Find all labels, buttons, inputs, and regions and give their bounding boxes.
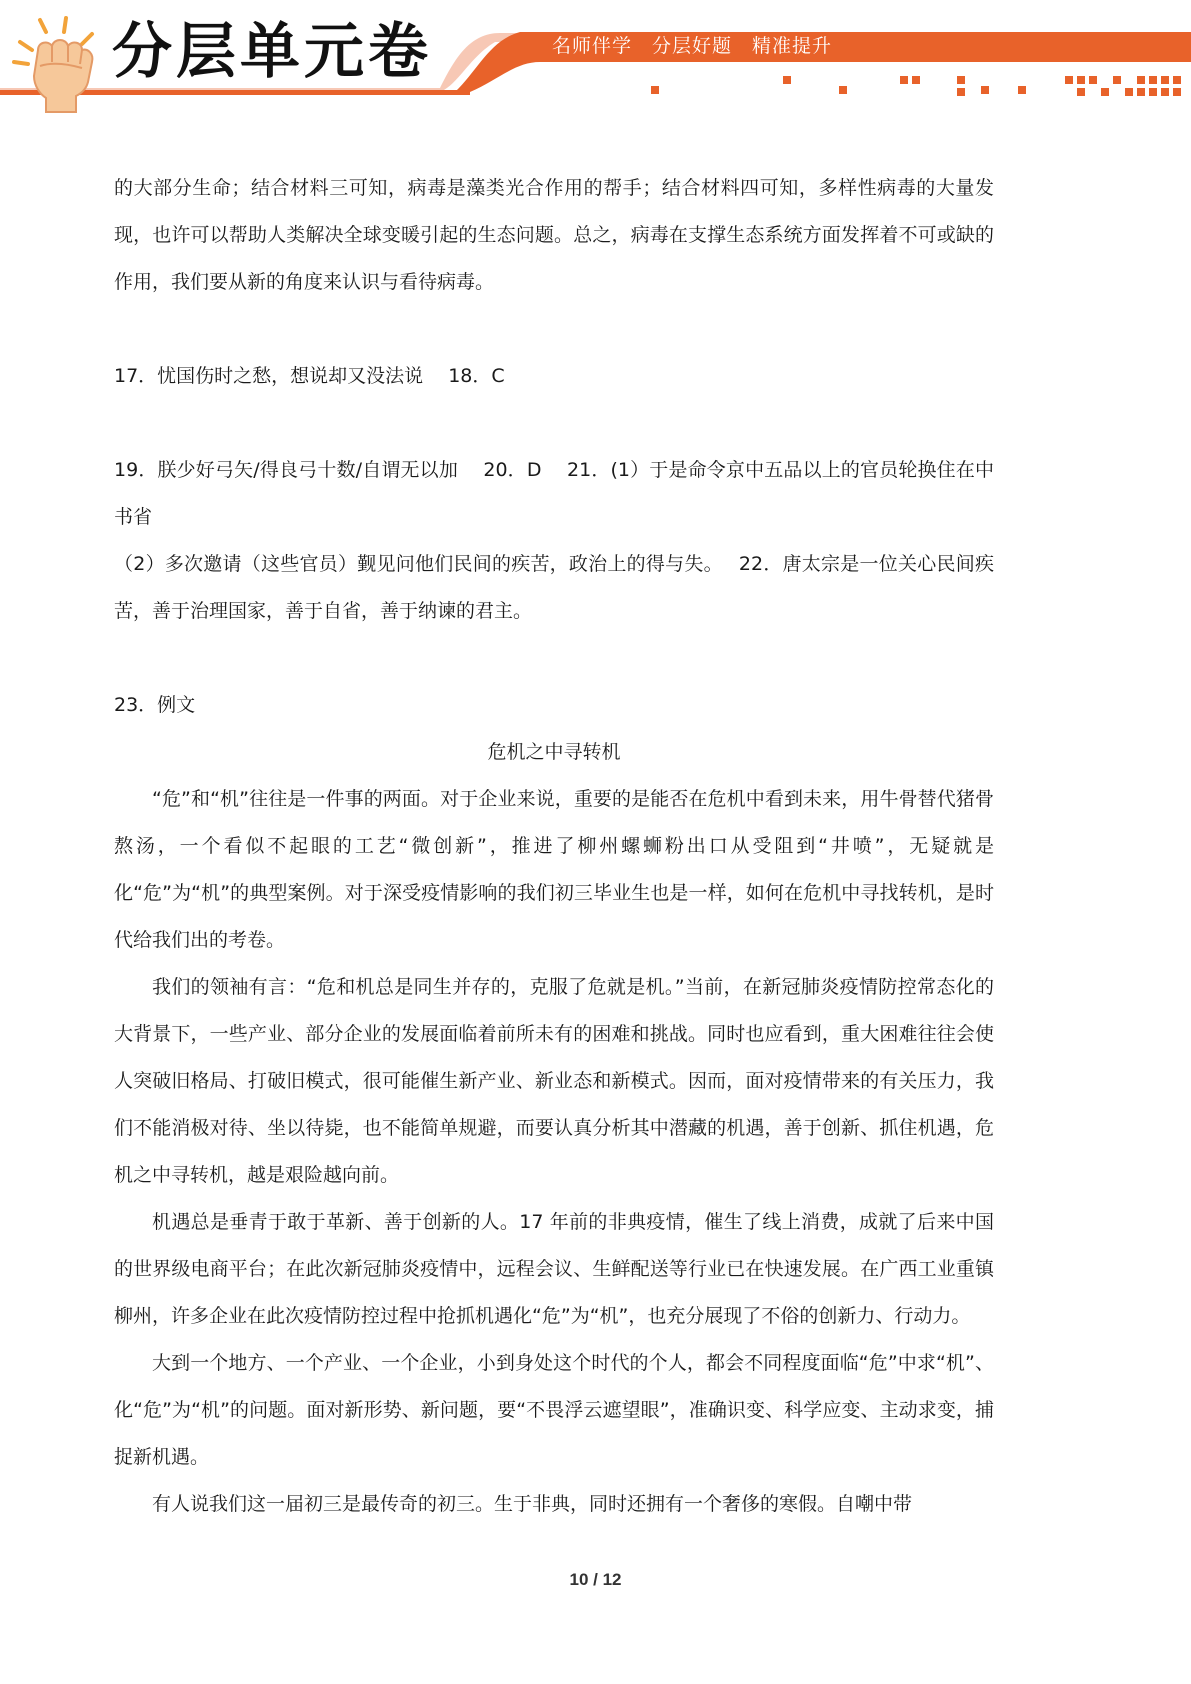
essay-paragraph: 我们的领袖有言：“危和机总是同生并存的，克服了危就是机。”当前，在新冠肺炎疫情防控常态化的大背景下，一些产业、部分企业的发展面临着前所未有的困难和挑战。同时也应看到，重大困难往往会使人突破旧格局、打破旧模式，很可能催生新产业、新业态和新模式。因而，面对疫情带来的有关压力，我们不能消极对待、坐以待毙，也不能简单规避，而要认真分析其中潜藏的机遇，善于创新、抓住机遇，危机之中寻转机，越是艰险越向前。 bbox=[114, 976, 994, 1186]
fist-icon bbox=[8, 10, 108, 114]
answer-line: 17．忧国伤时之愁，想说却又没法说 18．C bbox=[114, 365, 505, 387]
answer-line: 23．例文 bbox=[114, 694, 196, 716]
header-slogan: 名师伴学 分层好题 精准提升 bbox=[552, 35, 833, 57]
answer-line: 19．朕少好弓矢/得良弓十数/自谓无以加 20．D 21．(1）于是命令京中五品以上的官员轮换住在中书省 bbox=[114, 459, 994, 528]
essay-title: 危机之中寻转机 bbox=[487, 741, 621, 763]
answer-line: （2）多次邀请（这些官员）觐见问他们民间的疾苦，政治上的得与失。 22．唐太宗是一位关心民间疾苦，善于治理国家，善于自省，善于纳谏的君主。 bbox=[114, 553, 994, 622]
page-header bbox=[0, 0, 1191, 120]
page-number: 10 / 12 bbox=[569, 1570, 622, 1589]
essay-paragraph: “危”和“机”往往是一件事的两面。对于企业来说，重要的是能否在危机中看到未来，用牛骨替代猪骨熬汤，一个看似不起眼的工艺“微创新”，推进了柳州螺蛳粉出口从受阻到“井喷”，无疑就是化“危”为“机”的典型案例。对于深受疫情影响的我们初三毕业生也是一样，如何在危机中寻找转机，是时代给我们出的考卷。 bbox=[114, 788, 994, 951]
essay-paragraph: 机遇总是垂青于敢于革新、善于创新的人。17 年前的非典疫情，催生了线上消费，成就了后来中国的世界级电商平台；在此次新冠肺炎疫情中，远程会议、生鲜配送等行业已在快速发展。在广西工业重镇柳州，许多企业在此次疫情防控过程中抢抓机遇化“危”为“机”，也充分展现了不俗的创新力、行动力。 bbox=[114, 1211, 994, 1327]
essay-paragraph: 有人说我们这一届初三是最传奇的初三。生于非典，同时还拥有一个奢侈的寒假。自嘲中带 bbox=[152, 1493, 913, 1515]
answer-paragraph: 的大部分生命；结合材料三可知，病毒是藻类光合作用的帮手；结合材料四可知，多样性病毒的大量发现，也许可以帮助人类解决全球变暖引起的生态问题。总之，病毒在支撑生态系统方面发挥着不可或缺的作用，我们要从新的角度来认识与看待病毒。 bbox=[114, 177, 994, 293]
essay-paragraph: 大到一个地方、一个产业、一个企业，小到身处这个时代的个人，都会不同程度面临“危”中求“机”、化“危”为“机”的问题。面对新形势、新问题，要“不畏浮云遮望眼”，准确识变、科学应变、主动求变，捕捉新机遇。 bbox=[114, 1352, 994, 1468]
brand-title: 分层单元卷 bbox=[112, 17, 432, 87]
document-body bbox=[114, 165, 994, 1528]
